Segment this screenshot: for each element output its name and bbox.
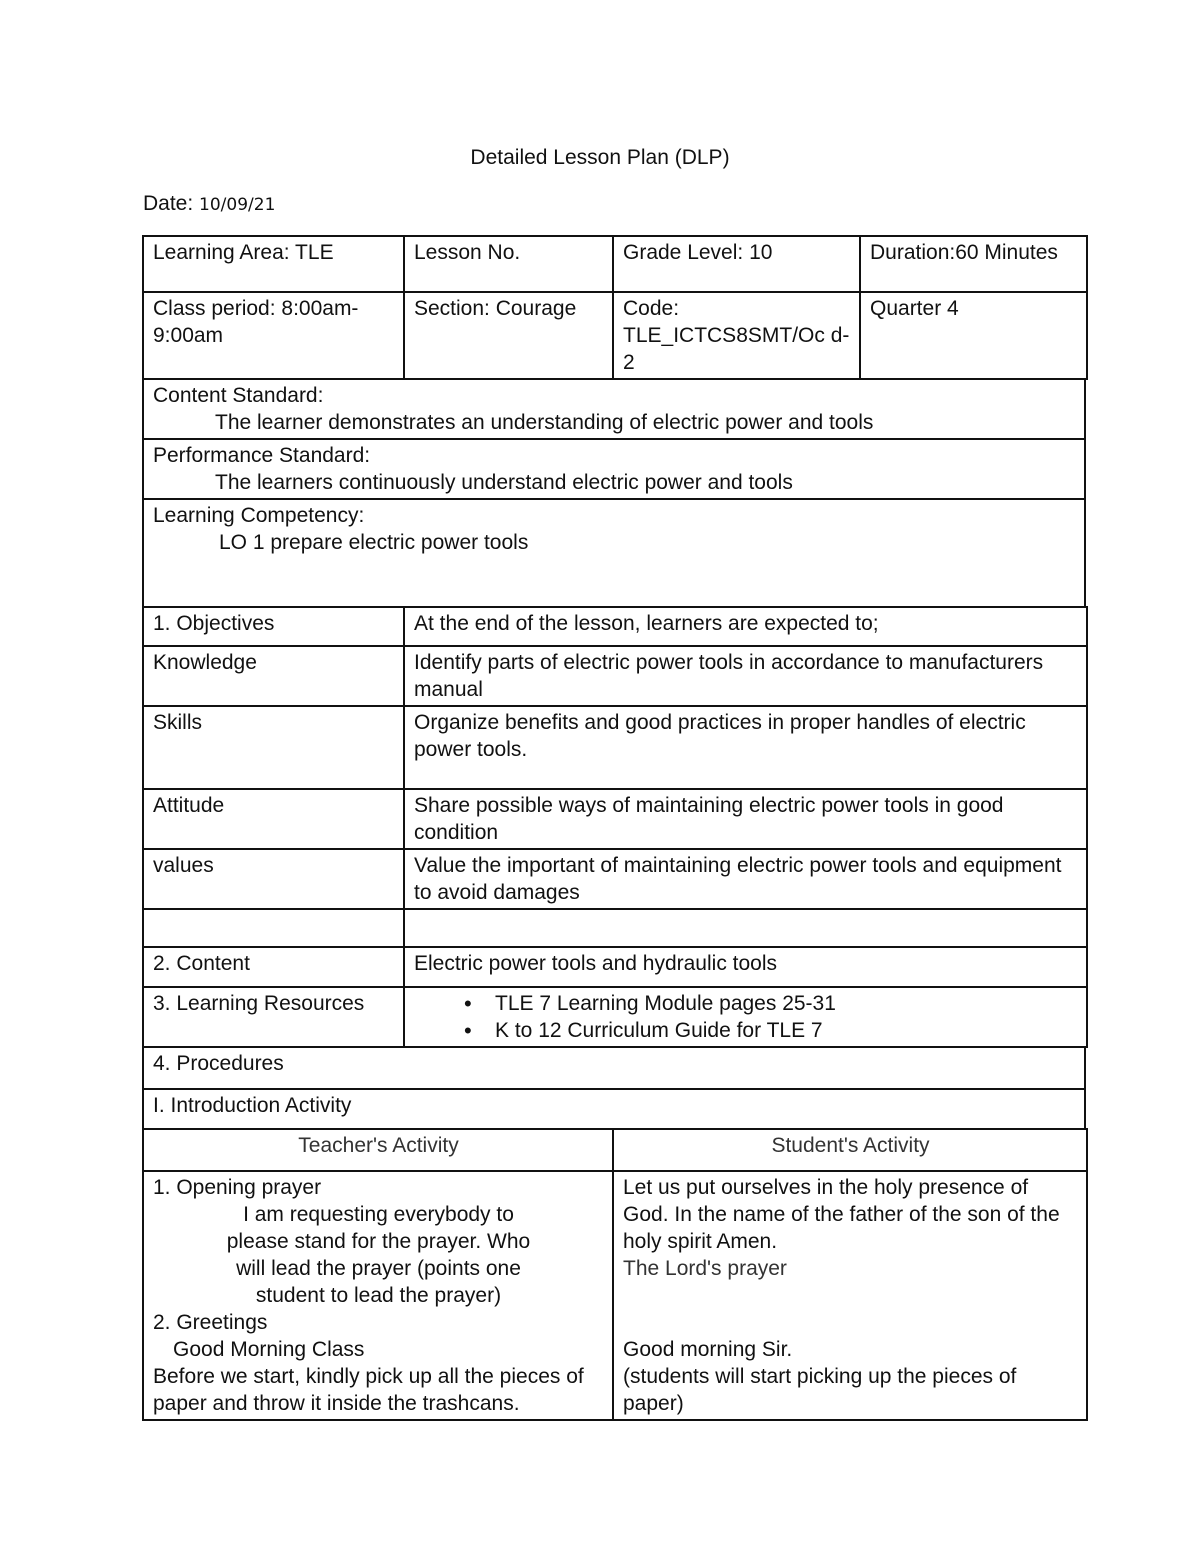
prayer-line: will lead the prayer (points one bbox=[236, 1257, 521, 1280]
prayer-line: student to lead the prayer) bbox=[255, 1284, 502, 1307]
resource-item: • TLE 7 Learning Module pages 25-31 bbox=[484, 990, 1078, 1017]
procedures-table bbox=[142, 1046, 1086, 1130]
student-prayer-response: Let us put ourselves in the holy presence of God. In the name of the father of the son of the holy spirit Amen. bbox=[623, 1176, 1060, 1253]
standards-table bbox=[142, 378, 1086, 608]
resource-item: • K to 12 Curriculum Guide for TLE 7 bbox=[484, 1017, 1078, 1044]
header-row-2 bbox=[143, 292, 1087, 379]
lesson-plan-table bbox=[142, 235, 1086, 1421]
content-row bbox=[143, 947, 1087, 987]
procedures-label: 4. Procedures bbox=[143, 1047, 1085, 1089]
introduction-label: I. Introduction Activity bbox=[143, 1089, 1085, 1129]
objective-text: Organize benefits and good practices in proper handles of electric power tools. bbox=[404, 706, 1087, 789]
learning-competency-label: Learning Competency: bbox=[153, 504, 365, 527]
document-title: Detailed Lesson Plan (DLP) bbox=[470, 146, 730, 169]
duration-cell: Duration:60 Minutes bbox=[860, 236, 1087, 292]
student-activity-cell bbox=[613, 1171, 1087, 1420]
objectives-label: 1. Objectives bbox=[143, 607, 404, 646]
prayer-line: I am requesting everybody to bbox=[243, 1203, 514, 1226]
introduction-row bbox=[143, 1089, 1085, 1129]
date-line bbox=[143, 192, 275, 216]
performance-standard-label: Performance Standard: bbox=[153, 444, 371, 467]
code-cell: Code: TLE_ICTCS8SMT/Oc d-2 bbox=[613, 292, 860, 379]
activity-table bbox=[142, 1128, 1088, 1421]
class-period-cell: Class period: 8:00am-9:00am bbox=[143, 292, 404, 379]
content-standard-text: The learner demonstrates an understanding of electric power and tools bbox=[215, 411, 874, 434]
objective-row bbox=[143, 789, 1087, 849]
student-action: (students will start picking up the pieces of paper) bbox=[623, 1365, 1017, 1415]
objective-label: Attitude bbox=[143, 789, 404, 849]
empty-row bbox=[143, 909, 1087, 947]
procedures-row bbox=[143, 1047, 1085, 1089]
header-table bbox=[142, 235, 1088, 380]
student-activity-header: Student's Activity bbox=[613, 1129, 1087, 1171]
prayer-line: please stand for the prayer. Who bbox=[226, 1230, 531, 1253]
content-text: Electric power tools and hydraulic tools bbox=[404, 947, 1087, 987]
header-row-1 bbox=[143, 236, 1087, 292]
date-label: Date: bbox=[143, 192, 200, 215]
empty-cell bbox=[404, 909, 1087, 947]
teacher-activity-header: Teacher's Activity bbox=[143, 1129, 613, 1171]
grade-level-cell: Grade Level: 10 bbox=[613, 236, 860, 292]
performance-standard-text: The learners continuously understand electric power and tools bbox=[215, 471, 793, 494]
student-greeting-response: Good morning Sir. bbox=[623, 1338, 793, 1361]
objective-row bbox=[143, 849, 1087, 909]
objective-text: Identify parts of electric power tools in accordance to manufacturers manual bbox=[404, 646, 1087, 706]
resources-list bbox=[414, 990, 1078, 1044]
quarter-cell: Quarter 4 bbox=[860, 292, 1087, 379]
activity-body-row bbox=[143, 1171, 1087, 1420]
resources-cell bbox=[404, 987, 1087, 1047]
objectives-header-row bbox=[143, 607, 1087, 646]
objectives-table bbox=[142, 606, 1088, 1048]
objective-label: Knowledge bbox=[143, 646, 404, 706]
learning-competency-row bbox=[143, 499, 1085, 607]
teacher-activity-cell bbox=[143, 1171, 613, 1420]
opening-prayer-heading: 1. Opening prayer bbox=[153, 1176, 322, 1199]
lesson-no-cell: Lesson No. bbox=[404, 236, 613, 292]
student-prayer-name: The Lord's prayer bbox=[623, 1257, 787, 1280]
learning-area-cell: Learning Area: TLE bbox=[143, 236, 404, 292]
teacher-instruction: Before we start, kindly pick up all the pieces of paper and throw it inside the trashcans. bbox=[153, 1365, 584, 1415]
content-standard-label: Content Standard: bbox=[153, 384, 324, 407]
greetings-heading: 2. Greetings bbox=[153, 1311, 268, 1334]
date-value: 10/09/21 bbox=[199, 195, 276, 215]
empty-cell bbox=[143, 909, 404, 947]
resources-row bbox=[143, 987, 1087, 1047]
objective-text: Value the important of maintaining electric power tools and equipment to avoid damages bbox=[404, 849, 1087, 909]
objective-row bbox=[143, 706, 1087, 789]
objective-label: Skills bbox=[143, 706, 404, 789]
learning-competency-text: LO 1 prepare electric power tools bbox=[219, 531, 529, 554]
section-cell: Section: Courage bbox=[404, 292, 613, 379]
objectives-intro: At the end of the lesson, learners are expected to; bbox=[404, 607, 1087, 646]
objective-row bbox=[143, 646, 1087, 706]
content-standard-row bbox=[143, 379, 1085, 439]
objective-text: Share possible ways of maintaining electric power tools in good condition bbox=[404, 789, 1087, 849]
resources-label: 3. Learning Resources bbox=[143, 987, 404, 1047]
spacer bbox=[623, 1282, 1078, 1336]
objective-label: values bbox=[143, 849, 404, 909]
performance-standard-row bbox=[143, 439, 1085, 499]
teacher-greeting: Good Morning Class bbox=[173, 1338, 365, 1361]
activity-header-row bbox=[143, 1129, 1087, 1171]
content-label: 2. Content bbox=[143, 947, 404, 987]
